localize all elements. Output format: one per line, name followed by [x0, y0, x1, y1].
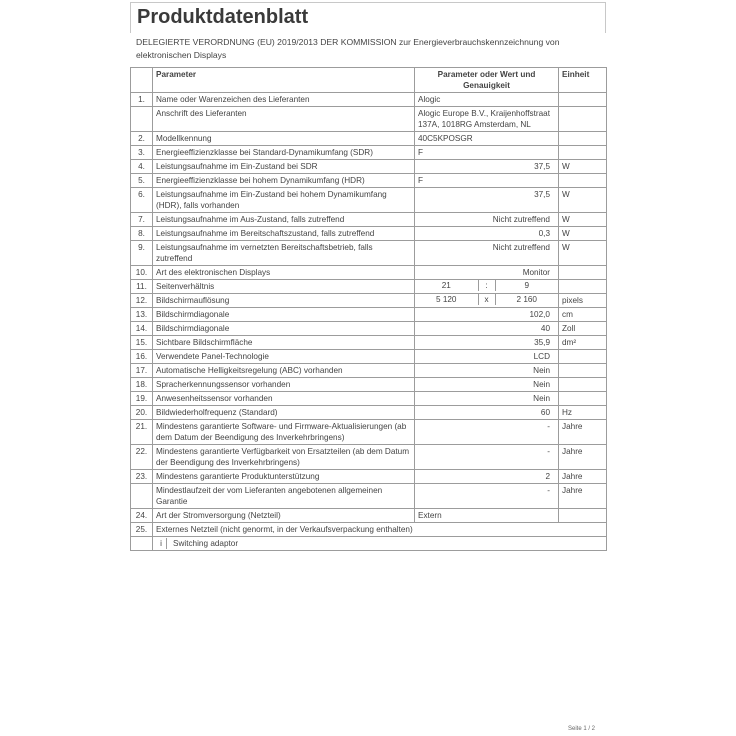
row-parameter: Leistungsaufnahme im vernetzten Bereitschaftsbetrieb, falls zutreffend	[153, 241, 415, 266]
row-parameter: Name oder Warenzeichen des Lieferanten	[153, 93, 415, 107]
row-value: Alogic Europe B.V., Kraijenhoffstraat 137A, 1018RG Amsterdam, NL	[415, 107, 559, 132]
row-parameter: Energieeffizienzklasse bei hohem Dynamikumfang (HDR)	[153, 174, 415, 188]
row-number: 11.	[131, 280, 153, 294]
row-number: 13.	[131, 308, 153, 322]
sub-index: i	[156, 538, 167, 549]
split-value	[415, 280, 558, 291]
row-value: Nicht zutreffend	[415, 213, 559, 227]
table-row	[131, 350, 607, 364]
row-unit: W	[559, 213, 607, 227]
table-row	[131, 132, 607, 146]
row-unit: Zoll	[559, 322, 607, 336]
row-value: F	[415, 174, 559, 188]
row-number: 18.	[131, 378, 153, 392]
row-unit: cm	[559, 308, 607, 322]
table-row	[131, 336, 607, 350]
table-row	[131, 93, 607, 107]
row-unit: W	[559, 241, 607, 266]
table-row	[131, 308, 607, 322]
row-parameter: Bildschirmdiagonale	[153, 308, 415, 322]
row-value: F	[415, 146, 559, 160]
row-value: 40C5KPOSGR	[415, 132, 559, 146]
row-value: -	[415, 445, 559, 470]
row-value: 40	[415, 322, 559, 336]
row-parameter: Leistungsaufnahme im Ein-Zustand bei hohem Dynamikumfang (HDR), falls vorhanden	[153, 188, 415, 213]
row-unit: pixels	[559, 294, 607, 308]
row-value: 0,3	[415, 227, 559, 241]
row-unit	[559, 93, 607, 107]
row-value: Alogic	[415, 93, 559, 107]
value-part-1: 21	[415, 280, 479, 291]
row-parameter: Modellkennung	[153, 132, 415, 146]
row-unit	[559, 509, 607, 523]
table-row	[131, 392, 607, 406]
table-row	[131, 420, 607, 445]
header-parameter: Parameter	[153, 68, 415, 93]
value-part-1: 5 120	[415, 294, 479, 305]
row-parameter: Leistungsaufnahme im Bereitschaftszustand, falls zutreffend	[153, 227, 415, 241]
table-row	[131, 107, 607, 132]
row-value: -	[415, 484, 559, 509]
page-title: Produktdatenblatt	[137, 6, 309, 28]
row-parameter: Leistungsaufnahme im Ein-Zustand bei SDR	[153, 160, 415, 174]
value-part-2: 9	[524, 281, 530, 290]
row-unit: Jahre	[559, 484, 607, 509]
table-row	[131, 266, 607, 280]
row-unit	[559, 350, 607, 364]
row-number: 21.	[131, 420, 153, 445]
row-number: 14.	[131, 322, 153, 336]
row-number: 12.	[131, 294, 153, 308]
row-parameter: Automatische Helligkeitsregelung (ABC) vorhanden	[153, 364, 415, 378]
header-value: Parameter oder Wert und Genauigkeit	[415, 68, 559, 93]
table-row	[131, 364, 607, 378]
row-value: 37,5	[415, 160, 559, 174]
row-parameter: Bildschirmauflösung	[153, 294, 415, 308]
table-row	[131, 445, 607, 470]
row-number: 6.	[131, 188, 153, 213]
row-number: 2.	[131, 132, 153, 146]
row-parameter: Anwesenheitssensor vorhanden	[153, 392, 415, 406]
row-unit	[559, 364, 607, 378]
row-unit	[559, 280, 607, 294]
product-data-table	[130, 67, 607, 551]
row-number: 9.	[131, 241, 153, 266]
row-parameter: Mindestlaufzeit der vom Lieferanten angebotenen allgemeinen Garantie	[153, 484, 415, 509]
row-value: 35,9	[415, 336, 559, 350]
row-unit: Jahre	[559, 445, 607, 470]
row-parameter: Mindestens garantierte Verfügbarkeit von Ersatzteilen (ab dem Datum der Beendigung des Inverkehrbringens)	[153, 445, 415, 470]
row-value: 2	[415, 470, 559, 484]
row-number: 25.	[131, 523, 153, 537]
table-row	[131, 378, 607, 392]
row-unit: W	[559, 160, 607, 174]
row-value: Extern	[415, 509, 559, 523]
row-parameter: Verwendete Panel-Technologie	[153, 350, 415, 364]
row-unit	[559, 107, 607, 132]
row-number: 22.	[131, 445, 153, 470]
table-row	[131, 406, 607, 420]
row-number: 23.	[131, 470, 153, 484]
row-unit: W	[559, 227, 607, 241]
row-value: LCD	[415, 350, 559, 364]
row-number: 17.	[131, 364, 153, 378]
row-parameter: Seitenverhältnis	[153, 280, 415, 294]
table-row	[131, 241, 607, 266]
row-number	[131, 537, 153, 551]
table-header-row	[131, 68, 607, 93]
row-number: 16.	[131, 350, 153, 364]
row-unit: Jahre	[559, 470, 607, 484]
row-number: 4.	[131, 160, 153, 174]
row-unit: dm²	[559, 336, 607, 350]
row-value: Nicht zutreffend	[415, 241, 559, 266]
row-unit	[559, 392, 607, 406]
row-unit	[559, 132, 607, 146]
table-row	[131, 188, 607, 213]
sub-text: Switching adaptor	[173, 539, 239, 548]
table-row	[131, 484, 607, 509]
row-number: 20.	[131, 406, 153, 420]
subtitle: DELEGIERTE VERORDNUNG (EU) 2019/2013 DER KOMMISSION zur Energieverbrauchskennzeichnung von elektronischen Displays	[136, 37, 560, 60]
row-value: 102,0	[415, 308, 559, 322]
table-row	[131, 322, 607, 336]
row-unit: Hz	[559, 406, 607, 420]
page-footer: Seite 1 / 2	[568, 726, 596, 732]
table-row-25	[131, 523, 607, 537]
row-value	[415, 294, 559, 308]
row-parameter: Bildwiederholfrequenz (Standard)	[153, 406, 415, 420]
value-separator: x	[479, 294, 496, 305]
row-unit	[559, 266, 607, 280]
row-value: Nein	[415, 392, 559, 406]
row-value: Monitor	[415, 266, 559, 280]
table-row	[131, 146, 607, 160]
row-parameter: Art des elektronischen Displays	[153, 266, 415, 280]
table-row	[131, 294, 607, 308]
table-row	[131, 509, 607, 523]
row-parameter: Energieeffizienzklasse bei Standard-Dynamikumfang (SDR)	[153, 146, 415, 160]
row-parameter: Anschrift des Lieferanten	[153, 107, 415, 132]
row-number: 24.	[131, 509, 153, 523]
row-unit: Jahre	[559, 420, 607, 445]
row-number: 5.	[131, 174, 153, 188]
row-unit: W	[559, 188, 607, 213]
row-number	[131, 107, 153, 132]
table-row	[131, 280, 607, 294]
row-parameter: Art der Stromversorgung (Netzteil)	[153, 509, 415, 523]
row-number: 1.	[131, 93, 153, 107]
row-number: 8.	[131, 227, 153, 241]
row-parameter: Mindestens garantierte Software- und Firmware-Aktualisierungen (ab dem Datum der Beendigung des Inverkehrbringens)	[153, 420, 415, 445]
row-number: 19.	[131, 392, 153, 406]
row-number	[131, 484, 153, 509]
value-separator: :	[479, 280, 496, 291]
header-num	[131, 68, 153, 93]
split-value	[415, 294, 558, 305]
row-value: Nein	[415, 378, 559, 392]
row-sub	[153, 537, 607, 551]
row-parameter: Sichtbare Bildschirmfläche	[153, 336, 415, 350]
row-value: 37,5	[415, 188, 559, 213]
row-unit	[559, 174, 607, 188]
row-unit	[559, 146, 607, 160]
table-row	[131, 213, 607, 227]
header-unit: Einheit	[559, 68, 607, 93]
row-parameter: Externes Netzteil (nicht genormt, in der Verkaufsverpackung enthalten)	[153, 523, 607, 537]
row-unit	[559, 378, 607, 392]
table-row-25-sub	[131, 537, 607, 551]
row-value: -	[415, 420, 559, 445]
table-row	[131, 227, 607, 241]
table-row	[131, 174, 607, 188]
row-value: Nein	[415, 364, 559, 378]
row-parameter: Mindestens garantierte Produktunterstützung	[153, 470, 415, 484]
row-number: 3.	[131, 146, 153, 160]
value-part-2: 2 160	[516, 295, 537, 304]
row-number: 10.	[131, 266, 153, 280]
row-value	[415, 280, 559, 294]
row-parameter: Leistungsaufnahme im Aus-Zustand, falls zutreffend	[153, 213, 415, 227]
row-parameter: Bildschirmdiagonale	[153, 322, 415, 336]
row-number: 15.	[131, 336, 153, 350]
table-row	[131, 470, 607, 484]
row-number: 7.	[131, 213, 153, 227]
row-parameter: Spracherkennungssensor vorhanden	[153, 378, 415, 392]
title-box	[130, 2, 606, 33]
row-value: 60	[415, 406, 559, 420]
table-row	[131, 160, 607, 174]
